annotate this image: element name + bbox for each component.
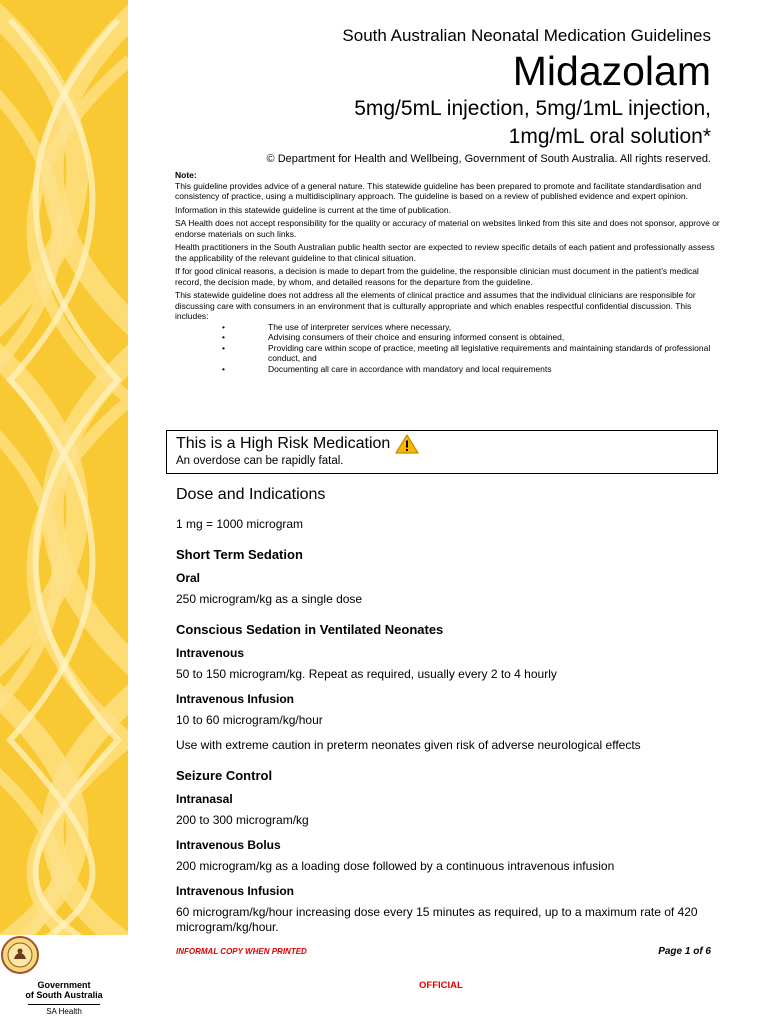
dose-text: 10 to 60 microgram/kg/hour	[176, 713, 323, 727]
route-label: Intravenous Bolus	[176, 838, 281, 852]
dose-text: 200 to 300 microgram/kg	[176, 813, 309, 827]
bullet-text: The use of interpreter services where necessary,	[268, 321, 452, 332]
bullet-text: Advising consumers of their choice and ensuring informed consent is obtained,	[268, 332, 565, 342]
bullet-text: Documenting all care in accordance with mandatory and local requirements	[268, 363, 552, 374]
unit-conversion: 1 mg = 1000 microgram	[176, 517, 304, 531]
government-logo	[0, 935, 128, 1024]
list-item	[175, 332, 720, 343]
route-label: Intranasal	[176, 792, 233, 806]
document-header	[267, 26, 711, 166]
list-item	[175, 343, 720, 364]
bullet-text: Providing care within scope of practice, meeting all legislative requirements and maintaining standards of professional conduct, and	[268, 342, 711, 363]
dose-text: 60 microgram/kg/hour increasing dose every 15 minutes as required, up to a maximum rate of 420 microgram/kg/hour.	[176, 905, 698, 934]
high-risk-box	[166, 430, 718, 474]
dose-content	[176, 485, 721, 945]
short-term-sedation-heading: Short Term Sedation	[176, 547, 303, 562]
logo-agency-text: SA Health	[46, 1007, 82, 1016]
section-title-dose: Dose and Indications	[176, 486, 326, 503]
drug-title: Midazolam	[512, 48, 711, 94]
note-paragraph: This statewide guideline does not address all the elements of clinical practice and assumes that the individual clinicians are responsible for discussing care with consumers in an environment that is culturally appropriate and which enables respectful confidential discussion. This includes:	[175, 290, 696, 321]
formulation-line-1: 5mg/5mL injection, 5mg/1mL injection,	[354, 97, 711, 120]
sidebar-ribbon-pattern	[0, 0, 128, 935]
bullet-symbol: •	[222, 332, 225, 342]
note-paragraph: Information in this statewide guideline is current at the time of publication.	[175, 204, 451, 215]
state-seal-icon	[0, 935, 40, 975]
logo-state-text: of South Australia	[25, 990, 103, 1000]
formulation-line-2: 1mg/mL oral solution*	[508, 125, 711, 148]
caution-text: Use with extreme caution in preterm neonates given risk of adverse neurological effects	[176, 738, 641, 752]
list-item	[175, 364, 720, 375]
note-paragraph: If for good clinical reasons, a decision is made to depart from the guideline, the responsible clinician must document in the patient’s medical record, the decision made, by whom, and detailed reasons for the departure from the guideline.	[175, 266, 699, 287]
official-marking: OFFICIAL	[419, 980, 463, 991]
series-title: South Australian Neonatal Medication Guidelines	[342, 26, 711, 45]
high-risk-title-row	[176, 433, 708, 454]
route-label: Intravenous	[176, 646, 245, 660]
informal-copy-notice: INFORMAL COPY WHEN PRINTED	[176, 947, 307, 956]
dose-text: 250 microgram/kg as a single dose	[176, 592, 363, 606]
seizure-control-heading: Seizure Control	[176, 768, 273, 783]
page-number: Page 1 of 6	[658, 946, 711, 957]
dose-text: 50 to 150 microgram/kg. Repeat as required, usually every 2 to 4 hourly	[176, 667, 557, 681]
bullet-symbol: •	[222, 321, 225, 332]
disclaimer-note	[175, 170, 720, 374]
route-label: Intravenous Infusion	[176, 884, 295, 898]
conscious-sedation-heading: Conscious Sedation in Ventilated Neonates	[176, 622, 444, 637]
bullet-symbol: •	[222, 342, 225, 353]
bullet-symbol: •	[222, 363, 225, 374]
decorative-sidebar	[0, 0, 128, 1024]
note-label: Note:	[175, 170, 197, 180]
note-paragraph: Health practitioners in the South Australian public health sector are expected to review specific details of each patient and professionally assess the applicability of the relevant guideline to that clinical situation.	[175, 242, 715, 263]
list-item	[175, 322, 720, 333]
dose-text: 200 microgram/kg as a loading dose followed by a continuous intravenous infusion	[176, 859, 615, 873]
high-risk-title: This is a High Risk Medication	[176, 435, 391, 452]
note-bullet-list	[175, 322, 720, 375]
route-label: Oral	[176, 571, 201, 585]
copyright-notice: © Department for Health and Wellbeing, Government of South Australia. All rights reserved.	[266, 153, 711, 165]
route-label: Intravenous Infusion	[176, 692, 295, 706]
logo-government-text: Government	[37, 980, 91, 990]
note-paragraph: This guideline provides advice of a general nature. This statewide guideline has been prepared to promote and facilitate standardisation and consistency of practice, using a multidisciplinary approach. The guideline is based on a review of published evidence and expert opinion.	[175, 180, 702, 201]
note-paragraph: SA Health does not accept responsibility for the quality or accuracy of material on websites linked from this site and does not sponsor, approve or endorse materials on such links.	[175, 218, 720, 239]
warning-triangle-icon	[395, 434, 419, 454]
high-risk-subtitle: An overdose can be rapidly fatal.	[176, 455, 344, 467]
logo-divider	[28, 1004, 100, 1005]
